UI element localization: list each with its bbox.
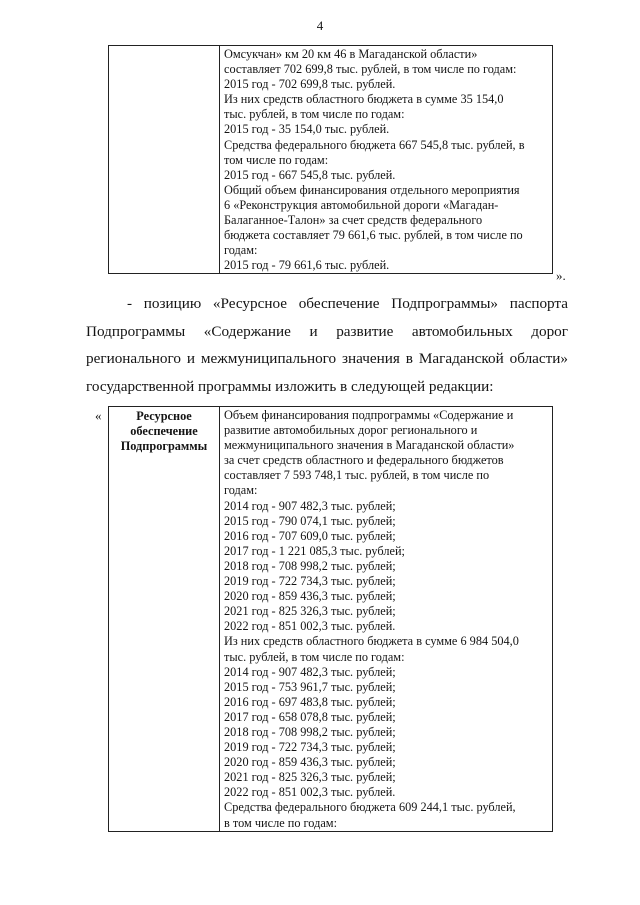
text-line: Объем финансирования подпрограммы «Содержание и xyxy=(224,408,514,422)
text-line: Из них средств областного бюджета в сумме 6 984 504,0 xyxy=(224,634,519,649)
text-line: годам: xyxy=(224,483,258,498)
resource-text-cell xyxy=(220,407,553,832)
paragraph-line: регионального и межмуниципального значения в Магаданской области» xyxy=(86,350,568,368)
text-line: том числе по годам: xyxy=(224,152,329,167)
text-line: тыс. рублей, в том числе по годам: xyxy=(224,107,405,122)
text-line: 6 «Реконструкция автомобильной дороги «Магадан- xyxy=(224,197,499,212)
continued-table xyxy=(108,45,553,274)
text-line: межмуниципального значения в Магаданской области» xyxy=(224,438,515,453)
text-line: 2019 год - 722 734,3 тыс. рублей; xyxy=(224,574,396,589)
text-line: тыс. рублей, в том числе по годам: xyxy=(224,649,405,664)
text-line: составляет 7 593 748,1 тыс. рублей, в том числе по xyxy=(224,468,490,483)
text-line: 2015 год - 35 154,0 тыс. рублей. xyxy=(224,122,390,137)
page-number: 4 xyxy=(316,18,324,33)
text-line: 2022 год - 851 002,3 тыс. рублей. xyxy=(224,619,396,634)
text-line: Омсукчан» км 20 км 46 в Магаданской области» xyxy=(224,47,478,61)
text-line: 2018 год - 708 998,2 тыс. рублей; xyxy=(224,558,396,573)
paragraph-line: государственной программы изложить в следующей редакции: xyxy=(86,377,494,395)
text-line: за счет средств областного и федерального бюджетов xyxy=(224,453,504,468)
text-line: 2020 год - 859 436,3 тыс. рублей; xyxy=(224,589,396,604)
funding-text-cell xyxy=(220,46,553,274)
resource-table xyxy=(108,406,553,832)
text-line: 2017 год - 1 221 085,3 тыс. рублей; xyxy=(224,543,405,558)
text-line: 2015 год - 667 545,8 тыс. рублей. xyxy=(224,167,396,182)
text-line: Из них средств областного бюджета в сумме 35 154,0 xyxy=(224,92,504,107)
text-line: 2018 год - 708 998,2 тыс. рублей; xyxy=(224,724,396,739)
text-line: Общий объем финансирования отдельного мероприятия xyxy=(224,182,520,197)
text-line: 2015 год - 753 961,7 тыс. рублей; xyxy=(224,679,396,694)
text-line: 2016 год - 697 483,8 тыс. рублей; xyxy=(224,694,396,709)
text-line: 2017 год - 658 078,8 тыс. рублей; xyxy=(224,709,396,724)
text-line: годам: xyxy=(224,243,258,258)
text-line: 2022 год - 851 002,3 тыс. рублей. xyxy=(224,785,396,800)
paragraph-line: Подпрограммы «Содержание и развитие автомобильных дорог xyxy=(86,322,568,340)
text-line: 2021 год - 825 326,3 тыс. рублей; xyxy=(224,770,396,785)
text-line: 2019 год - 722 734,3 тыс. рублей; xyxy=(224,740,396,755)
text-line: бюджета составляет 79 661,6 тыс. рублей, в том числе по xyxy=(224,228,523,243)
text-line: Средства федерального бюджета 667 545,8 тыс. рублей, в xyxy=(224,137,525,152)
text-line: 2021 год - 825 326,3 тыс. рублей; xyxy=(224,604,396,619)
text-line: составляет 702 699,8 тыс. рублей, в том числе по годам: xyxy=(224,62,517,77)
amendment-paragraph xyxy=(86,290,568,400)
text-line: Балаганное-Талон» за счет средств федерального xyxy=(224,213,483,228)
text-line: в том числе по годам: xyxy=(224,815,338,830)
text-line: 2015 год - 79 661,6 тыс. рублей. xyxy=(224,258,390,273)
text-line: Средства федерального бюджета 609 244,1 тыс. рублей, xyxy=(224,800,516,815)
text-line: 2020 год - 859 436,3 тыс. рублей; xyxy=(224,755,396,770)
text-line: 2015 год - 702 699,8 тыс. рублей. xyxy=(224,77,396,92)
text-line: 2016 год - 707 609,0 тыс. рублей; xyxy=(224,528,396,543)
header-line: Подпрограммы xyxy=(120,439,208,454)
empty-left-cell xyxy=(109,46,220,274)
resource-header-cell xyxy=(109,407,220,832)
closing-quote: ». xyxy=(556,268,566,283)
opening-quote: « xyxy=(95,408,102,423)
header-line: Ресурсное xyxy=(136,409,192,423)
paragraph-line: - позицию «Ресурсное обеспечение Подпрограммы» паспорта xyxy=(127,295,568,312)
text-line: развитие автомобильных дорог регионального и xyxy=(224,423,478,438)
text-line: 2015 год - 790 074,1 тыс. рублей; xyxy=(224,513,396,528)
text-line: 2014 год - 907 482,3 тыс. рублей; xyxy=(224,498,396,513)
text-line: 2014 год - 907 482,3 тыс. рублей; xyxy=(224,664,396,679)
header-line: обеспечение xyxy=(130,424,198,439)
